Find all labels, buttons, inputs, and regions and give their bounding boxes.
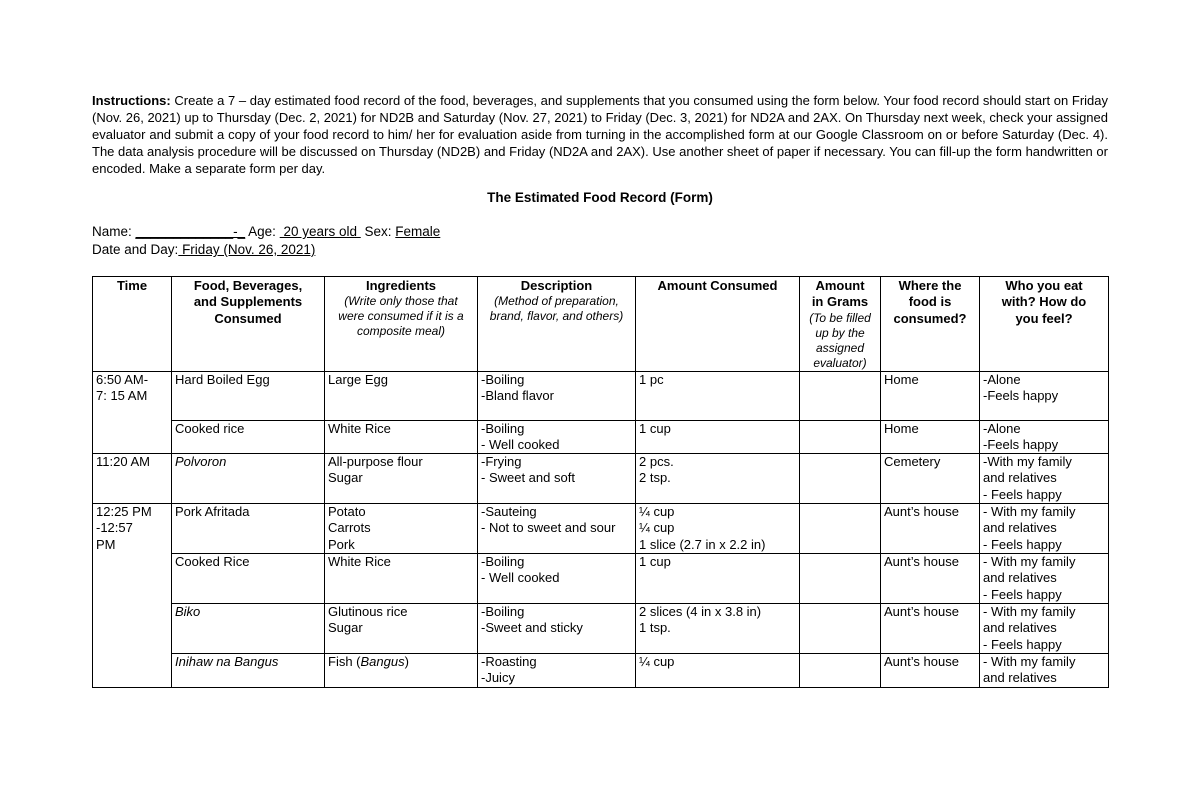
cell-grams (800, 454, 881, 504)
age-label: Age: (248, 224, 276, 239)
date-label: Date and Day: (92, 242, 179, 257)
cell-who (980, 420, 1109, 454)
cell-where: Cemetery (881, 454, 980, 504)
header-text: Ingredients (365, 278, 437, 293)
cell-line: Polvoron (175, 454, 227, 470)
cell-line: Biko (175, 603, 201, 619)
cell-description (478, 504, 636, 554)
cell-food (172, 454, 325, 504)
food-record-table (92, 276, 1109, 688)
cell-description (478, 454, 636, 504)
cell-line: -With my family (983, 454, 1072, 470)
cell-description (478, 554, 636, 604)
cell-line: -Alone (983, 371, 1021, 387)
cell-line: and relatives (983, 570, 1057, 586)
cell-where: Aunt’s house (881, 603, 980, 653)
header-time (93, 277, 172, 372)
cell-line: - With my family (983, 653, 1076, 669)
cell-grams (800, 653, 881, 687)
header-amount-grams (800, 277, 881, 372)
cell-ingredients (325, 371, 478, 420)
name-age-sex-line (92, 223, 1108, 241)
table-row (93, 371, 1109, 420)
cell-line: Fish (Bangus) (328, 653, 409, 669)
header-text: Amount Consumed (657, 278, 778, 293)
header-text: Who you eat (1005, 278, 1083, 293)
cell-ingredients (325, 454, 478, 504)
age-value: 20 years old (279, 224, 361, 239)
cell-where: Aunt’s house (881, 653, 980, 687)
cell-grams (800, 554, 881, 604)
cell-line: -Boiling (481, 420, 525, 436)
cell-who (980, 603, 1109, 653)
date-line (92, 241, 1108, 259)
cell-line: 1 slice (2.7 in x 2.2 in) (639, 536, 766, 552)
cell-line: Sugar (328, 620, 363, 636)
cell-line: -Sauteing (481, 504, 537, 520)
cell-line: White Rice (328, 420, 391, 436)
cell-ingredients (325, 420, 478, 454)
header-text: Consumed (214, 310, 282, 326)
cell-line: - Not to sweet and sour (481, 520, 616, 536)
cell-food (172, 420, 325, 454)
cell-who (980, 371, 1109, 420)
cell-line: - With my family (983, 504, 1076, 520)
cell-food (172, 554, 325, 604)
table-row (93, 504, 1109, 554)
cell-line: ¼ cup (639, 653, 675, 669)
table-header-row (93, 277, 1109, 372)
form-title: The Estimated Food Record (Form) (487, 190, 713, 205)
cell-line: 1 pc (639, 371, 664, 387)
cell-line: 12:25 PM (96, 504, 152, 520)
cell-grams (800, 371, 881, 420)
table-row (93, 603, 1109, 653)
cell-line: - With my family (983, 554, 1076, 570)
cell-line: -Boiling (481, 603, 525, 619)
cell-line: 2 slices (4 in x 3.8 in) (639, 603, 762, 619)
cell-where: Home (881, 371, 980, 420)
cell-amount (636, 454, 800, 504)
header-note: (Method of preparation, (494, 294, 619, 309)
cell-line: -Feels happy (983, 436, 1059, 452)
cell-line: -12:57 (96, 520, 133, 536)
cell-time (93, 371, 172, 454)
cell-line: and relatives (983, 670, 1057, 686)
cell-line: 7: 15 AM (96, 387, 148, 403)
header-text: and Supplements (193, 294, 303, 310)
cell-line: Hard Boiled Egg (175, 371, 270, 387)
cell-line: -Boiling (481, 554, 525, 570)
cell-line: -Alone (983, 420, 1021, 436)
header-note: were consumed if it is a (338, 309, 464, 324)
header-text: you feel? (1015, 310, 1073, 326)
cell-line: Sugar (328, 470, 363, 486)
italic-word: Bangus (360, 653, 405, 669)
cell-amount (636, 371, 800, 420)
cell-amount (636, 504, 800, 554)
cell-who (980, 554, 1109, 604)
header-where (881, 277, 980, 372)
cell-line: -Frying (481, 454, 522, 470)
header-note: (Write only those that (344, 294, 458, 309)
cell-who (980, 653, 1109, 687)
cell-grams (800, 504, 881, 554)
cell-where: Aunt’s house (881, 554, 980, 604)
cell-line: and relatives (983, 620, 1057, 636)
cell-line: -Sweet and sticky (481, 620, 583, 636)
cell-ingredients (325, 653, 478, 687)
date-value: Friday (Nov. 26, 2021) (178, 242, 316, 257)
cell-line: Cooked Rice (175, 554, 250, 570)
cell-description (478, 371, 636, 420)
cell-line: Carrots (328, 520, 371, 536)
instructions-text: Create a 7 – day estimated food record of the food, beverages, and supplements that you consumed using the form below. Your food record should start on Friday (Nov. 26, 2021) up to Thursday (Dec. 2, 2021) for ND2B and Saturday (Nov. 27, 2021) to Friday (Dec. 3, 2021) for ND2A and 2AX. On Thursday next week, check your assigned evaluator and submit a copy of your food record to him/ her for evaluation aside from turning in the accomplished form at our Google Classroom on or before Saturday (Dec. 4). The data analysis procedure will be discussed on Thursday (ND2B) and Friday (ND2A and 2AX). Use another sheet of paper if necessary. You can fill-up the form handwritten or encoded. Make a separate form per day. (92, 93, 1108, 176)
cell-ingredients (325, 554, 478, 604)
cell-food (172, 371, 325, 420)
cell-line: White Rice (328, 554, 391, 570)
cell-amount (636, 554, 800, 604)
cell-description (478, 653, 636, 687)
cell-line: Large Egg (328, 371, 388, 387)
cell-grams (800, 603, 881, 653)
cell-food (172, 603, 325, 653)
header-note: up by the (815, 325, 865, 340)
cell-line: - Sweet and soft (481, 470, 575, 486)
cell-description (478, 420, 636, 454)
cell-where: Home (881, 420, 980, 454)
cell-amount (636, 653, 800, 687)
header-text: food is (908, 294, 952, 310)
cell-where: Aunt’s house (881, 504, 980, 554)
cell-amount (636, 420, 800, 454)
document-page (92, 92, 1108, 686)
header-text: consumed? (893, 310, 967, 326)
header-who (980, 277, 1109, 372)
header-note: composite meal) (356, 324, 446, 339)
header-text: Where the (898, 278, 962, 293)
instructions-paragraph (92, 92, 1108, 177)
cell-line: - Feels happy (983, 486, 1062, 502)
header-text: Description (520, 278, 593, 293)
cell-line: and relatives (983, 520, 1057, 536)
cell-line: Inihaw na Bangus (175, 653, 279, 669)
cell-line: ¼ cup (639, 504, 675, 520)
cell-line: 1 tsp. (639, 620, 671, 636)
name-value: _____________-_ (135, 224, 246, 239)
table-row (93, 653, 1109, 687)
header-text: Amount (815, 278, 865, 293)
name-label: Name: (92, 224, 132, 239)
cell-who (980, 454, 1109, 504)
cell-line: - Well cooked (481, 436, 560, 452)
cell-line: 1 cup (639, 420, 671, 436)
cell-line: PM (96, 536, 116, 552)
table-row (93, 454, 1109, 504)
cell-line: Pork Afritada (175, 504, 250, 520)
header-text: in Grams (811, 294, 869, 310)
header-ingredients (325, 277, 478, 372)
cell-line: - Feels happy (983, 636, 1062, 652)
cell-description (478, 603, 636, 653)
sex-label: Sex: (364, 224, 392, 239)
cell-line: 6:50 AM- (96, 371, 149, 387)
cell-line: -Feels happy (983, 387, 1059, 403)
cell-time (93, 504, 172, 687)
table-row (93, 420, 1109, 454)
cell-line: Cooked rice (175, 420, 245, 436)
cell-food (172, 653, 325, 687)
table-row (93, 554, 1109, 604)
header-note: assigned (815, 340, 865, 355)
cell-line: Potato (328, 504, 366, 520)
cell-line: -Boiling (481, 371, 525, 387)
cell-line: - Feels happy (983, 586, 1062, 602)
cell-ingredients (325, 504, 478, 554)
cell-line: and relatives (983, 470, 1057, 486)
header-note: (To be filled (809, 310, 871, 325)
cell-line: Pork (328, 536, 355, 552)
personal-info (92, 223, 1108, 259)
cell-line: -Bland flavor (481, 387, 554, 403)
cell-line: -Roasting (481, 653, 537, 669)
cell-ingredients (325, 603, 478, 653)
cell-line: -Juicy (481, 670, 515, 686)
header-text: with? How do (1001, 294, 1087, 310)
header-note: brand, flavor, and others) (489, 309, 624, 324)
cell-line: 11:20 AM (96, 454, 150, 470)
header-note: evaluator) (813, 355, 867, 370)
cell-line: - Feels happy (983, 536, 1062, 552)
instructions-label: Instructions: (92, 93, 171, 108)
cell-amount (636, 603, 800, 653)
table-body (93, 371, 1109, 687)
cell-who (980, 504, 1109, 554)
cell-line: All-purpose flour (328, 454, 423, 470)
cell-line: - With my family (983, 603, 1076, 619)
cell-grams (800, 420, 881, 454)
cell-line: 2 tsp. (639, 470, 671, 486)
cell-food (172, 504, 325, 554)
sex-value: Female (395, 224, 441, 239)
cell-line: ¼ cup (639, 520, 675, 536)
header-text: Food, Beverages, (193, 278, 303, 293)
header-amount-consumed (636, 277, 800, 372)
header-text: Time (116, 278, 148, 293)
header-food (172, 277, 325, 372)
cell-line: - Well cooked (481, 570, 560, 586)
header-description (478, 277, 636, 372)
cell-line: Glutinous rice (328, 603, 408, 619)
cell-line: 2 pcs. (639, 454, 674, 470)
cell-line: 1 cup (639, 554, 671, 570)
cell-time (93, 454, 172, 504)
